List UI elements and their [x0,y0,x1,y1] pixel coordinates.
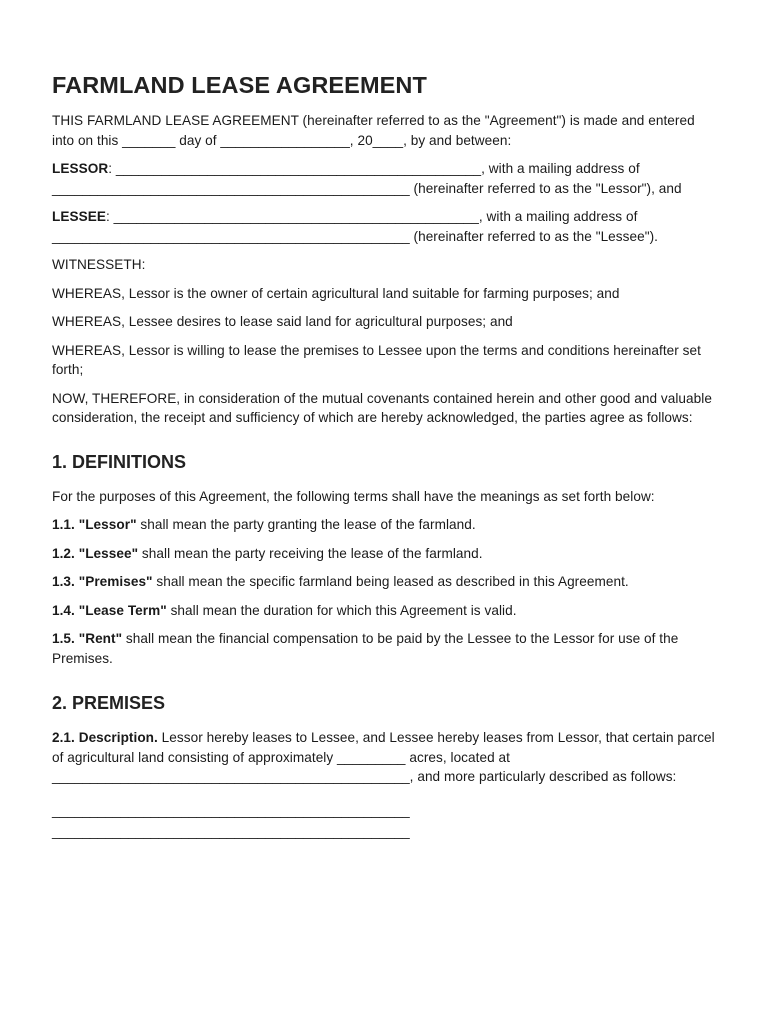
premises-description [52,728,718,787]
definition-item [52,515,718,535]
lessor-paragraph [52,159,718,198]
lessee-paragraph [52,207,718,246]
premises-blank-lines [52,800,718,842]
definition-text: shall mean the party granting the lease of the farmland. [136,517,476,532]
definitions-intro: For the purposes of this Agreement, the following terms shall have the meanings as set forth below: [52,488,655,504]
definition-text: shall mean the specific farmland being leased as described in this Agreement. [152,574,629,589]
definition-term: 1.2. "Lessee" [52,545,139,561]
definition-item [52,601,718,621]
lessee-text: : ________________________________________________, with a mailing address of _______________________________________________ (hereinafter referred to as the "Lessee"). [52,209,658,244]
definition-term: 1.1. "Lessor" [52,517,137,532]
lessee-label: LESSEE [52,209,106,224]
intro-paragraph: THIS FARMLAND LEASE AGREEMENT (hereinafter referred to as the "Agreement") is made and entered into on this _______ day of _________________, 20____, by and between: [52,113,695,148]
premises-term: 2.1. Description. [52,730,158,745]
definition-text: shall mean the duration for which this Agreement is valid. [166,602,517,618]
definition-term: 1.3. "Premises" [52,574,153,589]
lessor-label: LESSOR [52,161,109,176]
premises-text: Lessor hereby leases to Lessee, and Lessee hereby leases from Lessor, that certain parcel of agricultural land consisting of approximately _________ acres, located at _______________________________________________, and more particularly described as follows: [52,730,715,784]
document-title: FARMLAND LEASE AGREEMENT [52,72,427,98]
lessor-text: : ________________________________________________, with a mailing address of _______________________________________________ (hereinafter referred to as the "Lessor"), and [52,161,682,196]
whereas-paragraph-2: WHEREAS, Lessee desires to lease said land for agricultural purposes; and [52,314,513,329]
whereas-paragraph-3: WHEREAS, Lessor is willing to lease the premises to Lessee upon the terms and conditions hereinafter set forth; [52,342,701,377]
definition-item [52,572,718,592]
now-therefore-paragraph: NOW, THEREFORE, in consideration of the mutual covenants contained herein and other good and valuable consideration, the receipt and sufficiency of which are hereby acknowledged, the parties agree as follows: [52,390,712,425]
blank-line: _______________________________________________ [52,823,410,839]
witnesseth-line: WITNESSETH: [52,257,146,272]
section-heading-premises: 2. PREMISES [52,693,166,713]
whereas-paragraph-1: WHEREAS, Lessor is the owner of certain agricultural land suitable for farming purposes; and [52,285,620,301]
definition-term: 1.5. "Rent" [52,631,123,646]
definition-item [52,544,718,564]
definition-term: 1.4. "Lease Term" [52,602,167,618]
blank-line: _______________________________________________ [52,802,410,818]
section-heading-definitions: 1. DEFINITIONS [52,451,187,472]
definition-text: shall mean the financial compensation to be paid by the Lessee to the Lessor for use of the Premises. [52,631,679,666]
definition-item [52,629,718,668]
definition-text: shall mean the party receiving the lease of the farmland. [138,545,483,561]
